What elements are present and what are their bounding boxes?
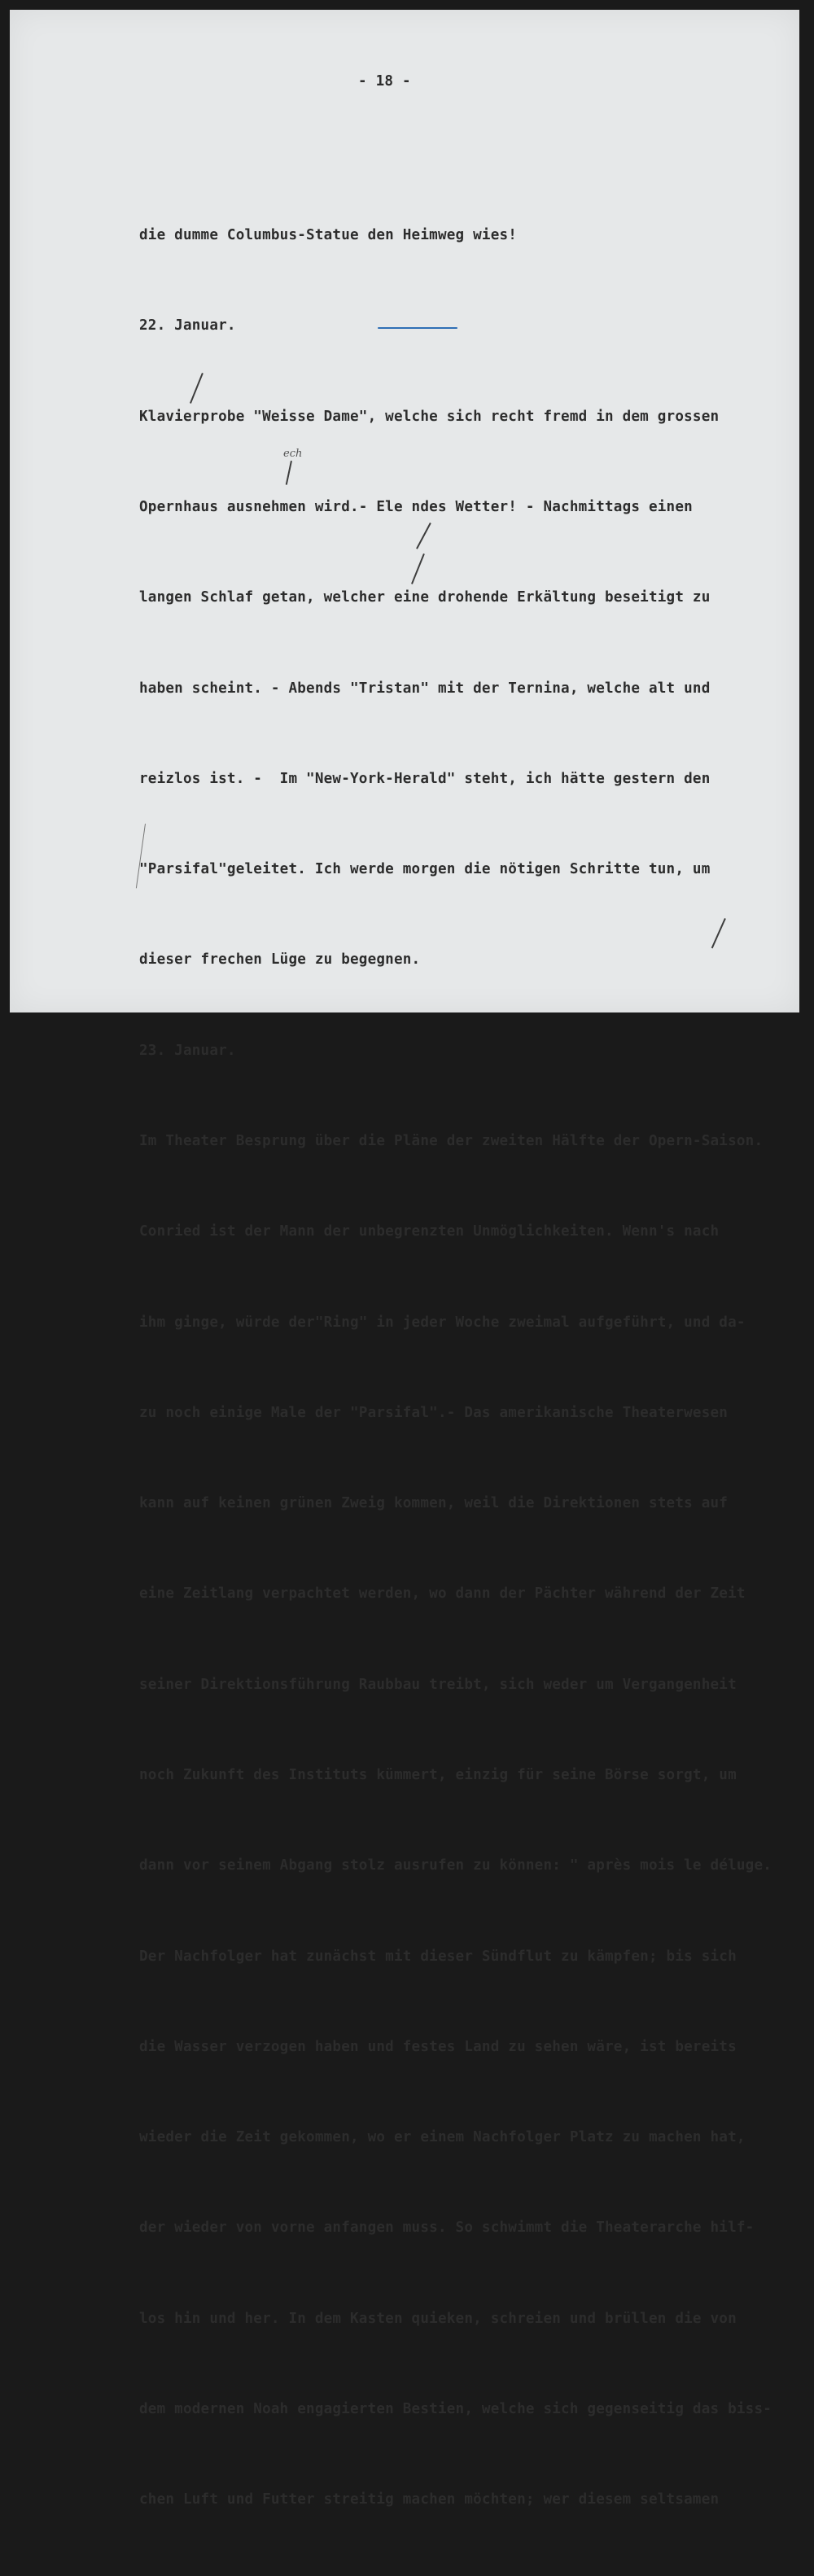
text-line: "Parsifal"geleitet. Ich werde morgen die nötigen Schritte tun, um [139,861,711,878]
text-line: die dumme Columbus-Statue den Heimweg wies! [139,227,518,244]
date-heading: 22. Januar. [139,317,236,335]
text-line: chen Luft und Futter streitig machen möchten; wer diesem seltsamen [139,2491,720,2508]
text-line: wieder die Zeit gekommen, wo er einem Nachfolger Platz zu machen hat, [139,2129,746,2146]
text-line: Conried ist der Mann der unbegrenzten Unmöglichkeiten. Wenn's nach [139,1223,720,1240]
text-line: haben scheint. - Abends "Tristan" mit der Ternina, welche alt und [139,680,711,697]
text-line: die Wasser verzogen haben und festes Land zu sehen wäre, ist bereits [139,2038,737,2055]
text-line: Opernhaus ausnehmen wird.- Ele ndes Wetter! - Nachmittags einen [139,499,693,516]
text-line: noch Zukunft des Instituts kümmert, einzig für seine Börse sorgt, um [139,1766,737,1783]
text-line: seiner Direktionsführung Raubbau treibt, sich weder um Vergangenheit [139,1676,737,1693]
text-line: reizlos ist. - Im "New-York-Herald" steht, ich hätte gestern den [139,770,711,787]
text-line: dem modernen Noah engagierten Bestien, welche sich gegenseitig das biss- [139,2400,772,2417]
text-line: zu noch einige Male der "Parsifal".- Das amerikanische Theaterwesen [139,1404,729,1421]
text-line: los hin und her. In dem Kasten quieken, schreien und brüllen die von [139,2310,737,2327]
typescript-page [10,10,799,2508]
text-line: dann vor seinem Abgang stolz ausrufen zu können: " après mois le déluge. [139,1857,772,1874]
text-line: dieser frechen Lüge zu begegnen. [139,951,421,969]
text-line: Im Theater Besprung über die Pläne der zweiten Hälfte der Opern-Saison. [139,1133,764,1149]
text-line: eine Zeitlang verpachtet werden, wo dann der Pächter während der Zeit [139,1585,746,1603]
text-line: ihm ginge, würde der"Ring" in jeder Woche zweimal aufgeführt, und da- [139,1314,746,1331]
text-line: Der Nachfolger hat zunächst mit dieser Sündflut zu kämpfen; bis sich [139,1948,737,1965]
text-line: Klavierprobe "Weisse Dame", welche sich recht fremd in dem grossen [139,408,720,425]
blue-pencil-underline [378,327,457,329]
handwritten-correction: ech [283,448,303,460]
page-number: - 18 - [358,73,411,90]
body-text [139,160,772,2576]
text-line: langen Schlaf getan, welcher eine drohende Erkältung beseitigt zu [139,589,711,606]
text-line: der wieder von vorne anfangen muss. So schwimmt die Theaterarche hilf- [139,2220,755,2237]
date-heading: 23. Januar. [139,1042,236,1059]
text-line: kann auf keinen grünen Zweig kommen, weil die Direktionen stets auf [139,1495,729,1512]
